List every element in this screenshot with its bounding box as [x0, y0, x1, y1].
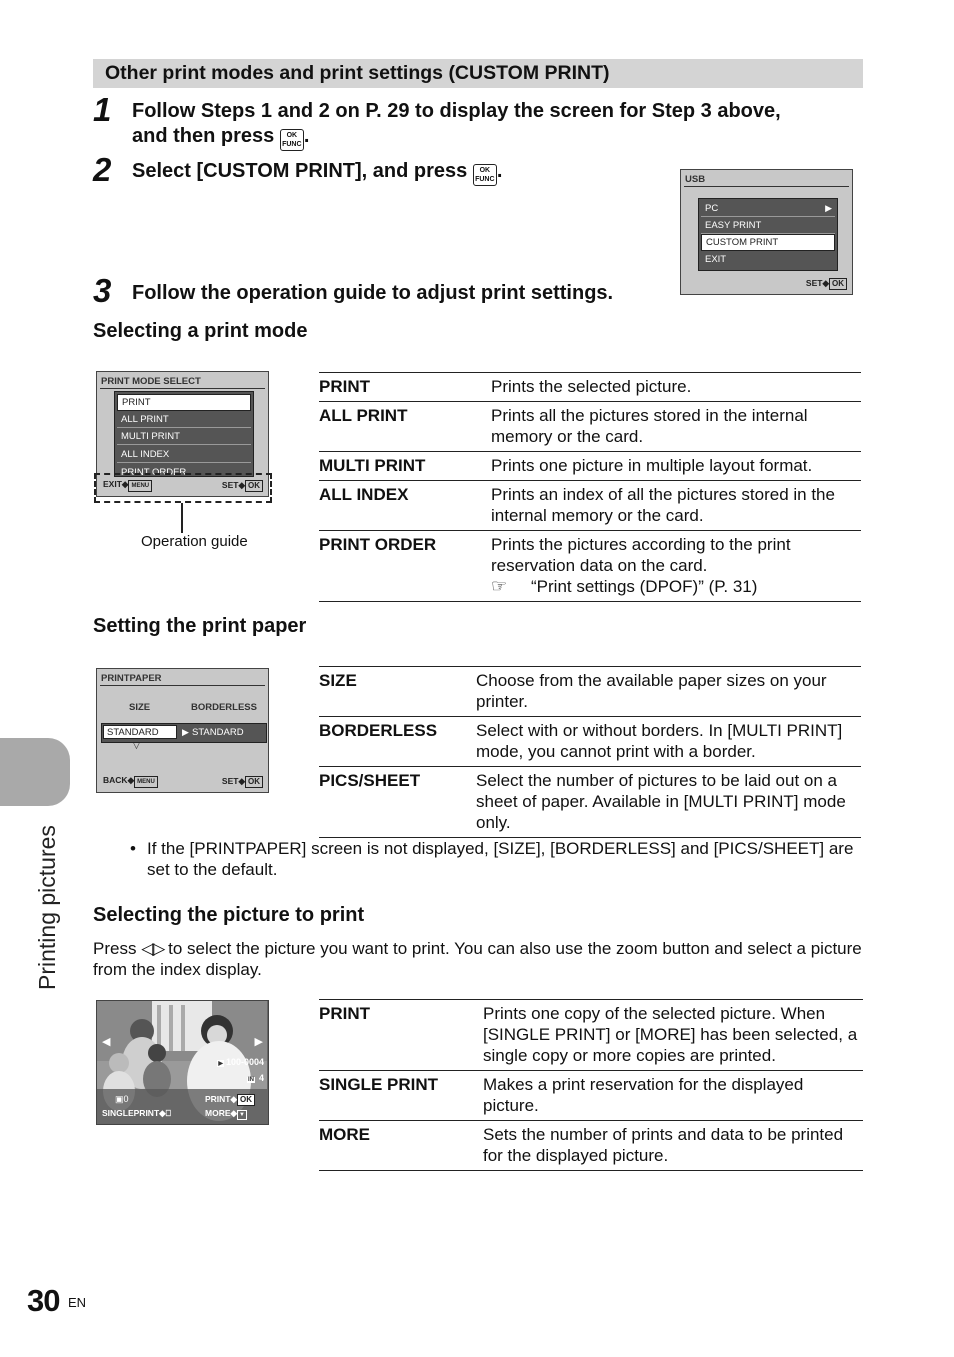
menu-item-label: PC: [705, 203, 719, 214]
section-title: Other print modes and print settings (CUSTOM PRINT): [105, 62, 610, 84]
cross-reference-link[interactable]: “Print settings (DPOF)” (P. 31): [531, 577, 758, 596]
table-row: [319, 1000, 863, 1071]
exit-hint: EXIT◆ MENU: [103, 479, 152, 492]
print-hint: PRINT◆ OK: [205, 1094, 255, 1106]
internal-memory-icon: IN: [247, 1077, 254, 1083]
table-row: [319, 767, 861, 838]
picture-preview-screen: [96, 1000, 269, 1125]
back-label: BACK: [103, 775, 128, 785]
print-mode-table: [319, 372, 861, 602]
print-mode-menu: [114, 391, 254, 477]
row-key: ALL PRINT: [319, 402, 491, 452]
page-number: 30: [27, 1283, 60, 1318]
table-row: [319, 481, 861, 531]
table-row: [319, 717, 861, 767]
cross-reference: [491, 576, 861, 597]
print-paper-screen-title: PRINTPAPER: [101, 673, 162, 684]
row-desc: Select the number of pictures to be laid out on a sheet of paper. Available in [MULTI PRINT] mode only.: [476, 767, 861, 838]
borderless-column-label: BORDERLESS: [191, 702, 257, 713]
step-2-period: .: [496, 160, 503, 182]
menu-item-all-print[interactable]: ALL PRINT: [117, 412, 251, 428]
size-column-label: SIZE: [129, 702, 151, 713]
back-hint: BACK◆ MENU: [103, 775, 158, 788]
divider: [684, 186, 849, 187]
row-desc: Sets the number of prints and data to be printed for the displayed picture.: [483, 1121, 863, 1171]
row-desc: Select with or without borders. In [MULTI PRINT] mode, you cannot print with a border.: [476, 717, 861, 767]
next-picture-icon[interactable]: ▶: [254, 1036, 263, 1048]
select-picture-body: [93, 938, 863, 980]
func-label: FUNC: [282, 141, 302, 148]
menu-key-icon: MENU: [134, 776, 158, 788]
step-2-number: 2: [93, 151, 112, 188]
down-key-icon: ▼: [239, 1112, 245, 1118]
ok-key-icon: OK: [829, 278, 847, 290]
section-header-bar: [93, 59, 863, 88]
set-label: SET: [221, 480, 239, 490]
page-language: EN: [68, 1295, 87, 1310]
table-row: [319, 1121, 863, 1171]
step-1-text: [132, 99, 872, 151]
step-1-line-a: Follow Steps 1 and 2 on P. 29 to display the screen for Step 3 above,: [132, 100, 781, 122]
row-key: PRINT ORDER: [319, 531, 491, 602]
step-1-line-b-text: and then press: [132, 125, 275, 147]
print-paper-screen: [96, 668, 269, 793]
playback-icon: ▶: [218, 1061, 223, 1067]
usb-screen-footer: SET◆ OK: [806, 278, 847, 290]
menu-item-custom-print[interactable]: CUSTOM PRINT: [701, 234, 835, 251]
print-mode-heading: Selecting a print mode: [93, 320, 308, 342]
pointing-hand-icon: ☞: [491, 576, 508, 596]
more-label: MORE: [205, 1108, 231, 1118]
step-3-number: 3: [93, 272, 112, 309]
step-1-line-b: [132, 124, 872, 151]
table-row: [319, 531, 861, 602]
paper-settings-row: [101, 723, 267, 743]
print-paper-table: [319, 666, 861, 838]
left-right-arrows-icon: ◁▷: [141, 939, 164, 958]
row-desc-text: Prints the pictures according to the print reservation data on the card.: [491, 535, 791, 575]
borderless-value[interactable]: STANDARD: [192, 727, 244, 738]
callout-line: [181, 503, 183, 533]
menu-item-multi-print[interactable]: MULTI PRINT: [117, 429, 251, 445]
chapter-label: Printing pictures: [34, 825, 60, 990]
row-key: PRINT: [319, 1000, 483, 1071]
select-picture-heading: Selecting the picture to print: [93, 904, 365, 926]
row-desc: [491, 531, 861, 602]
print-label: PRINT: [205, 1094, 231, 1104]
row-key: ALL INDEX: [319, 481, 491, 531]
picture-count-text: 4: [258, 1073, 264, 1083]
func-label: FUNC: [475, 176, 495, 183]
step-3-text: Follow the operation guide to adjust print settings.: [132, 282, 614, 304]
quantity-icon: ▣0: [115, 1094, 129, 1104]
ok-label: OK: [286, 132, 298, 139]
ok-key-icon: OK: [245, 776, 263, 788]
exit-label: EXIT: [103, 479, 122, 489]
usb-menu: [698, 198, 838, 271]
operation-guide-label: Operation guide: [141, 533, 248, 550]
ok-func-button-icon: [280, 129, 304, 151]
row-key: PICS/SHEET: [319, 767, 476, 838]
set-label: SET: [221, 776, 239, 786]
menu-item-all-index[interactable]: ALL INDEX: [117, 447, 251, 463]
row-key: MULTI PRINT: [319, 452, 491, 481]
ok-func-button-icon: [473, 164, 497, 186]
operation-guide-highlight: [94, 473, 272, 503]
print-mode-screen-title: PRINT MODE SELECT: [101, 376, 201, 387]
down-arrow-icon: ▽: [133, 740, 140, 750]
menu-item-pc[interactable]: [701, 201, 835, 217]
table-row: [319, 667, 861, 717]
step-2-line: Select [CUSTOM PRINT], and press: [132, 160, 468, 182]
row-key: SIZE: [319, 667, 476, 717]
step-2-text: [132, 159, 502, 186]
bullet-icon: •: [130, 839, 136, 858]
ok-key-icon: OK: [245, 480, 263, 492]
row-key: PRINT: [319, 373, 491, 402]
row-desc: Prints one copy of the selected picture. When [SINGLE PRINT] or [MORE] has been selected, a single copy or more copies are printed.: [483, 1000, 863, 1071]
row-desc: Prints an index of all the pictures stored in the internal memory or the card.: [491, 481, 861, 531]
row-desc: Choose from the available paper sizes on your printer.: [476, 667, 861, 717]
set-hint: SET◆ OK: [222, 480, 263, 492]
menu-item-print-order[interactable]: PRINT ORDER: [121, 467, 187, 477]
picture-count: [247, 1073, 264, 1083]
menu-key-icon: MENU: [128, 480, 152, 492]
single-print-label: SINGLEPRINT: [102, 1108, 160, 1118]
single-print-icon: ⎕: [165, 1108, 171, 1118]
arrow-right-icon: ▶: [825, 203, 832, 213]
set-label: SET: [805, 278, 823, 288]
row-key: SINGLE PRINT: [319, 1071, 483, 1121]
select-picture-body-b: to select the picture you want to print. You can also use the zoom button and select a picture from the index display.: [93, 939, 862, 979]
single-print-hint: SINGLEPRINT◆⎕: [102, 1108, 171, 1118]
row-key: BORDERLESS: [319, 717, 476, 767]
menu-item-easy-print[interactable]: EASY PRINT: [701, 218, 835, 234]
usb-screen: [680, 169, 853, 295]
row-desc: Prints all the pictures stored in the internal memory or the card.: [491, 402, 861, 452]
table-row: [319, 373, 861, 402]
ok-key-icon: OK: [237, 1094, 255, 1106]
file-number: [217, 1057, 264, 1067]
table-row: [319, 452, 861, 481]
previous-picture-icon[interactable]: ◀: [102, 1036, 111, 1048]
print-paper-heading: Setting the print paper: [93, 615, 307, 637]
menu-item-print[interactable]: PRINT: [117, 394, 251, 411]
usb-screen-title: USB: [685, 174, 706, 185]
row-desc: Prints one picture in multiple layout format.: [491, 452, 861, 481]
arrow-right-icon: ▶: [182, 727, 189, 737]
print-paper-note: If the [PRINTPAPER] screen is not displayed, [SIZE], [BORDERLESS] and [PICS/SHEET] are set to the default.: [147, 839, 854, 879]
row-desc: Prints the selected picture.: [491, 373, 861, 402]
divider: [100, 685, 265, 686]
row-key: MORE: [319, 1121, 483, 1171]
step-1-period: .: [303, 125, 310, 147]
more-hint: MORE◆ ▼: [205, 1108, 245, 1118]
chapter-tab: [0, 738, 70, 806]
table-row: [319, 402, 861, 452]
file-number-text: 100-0004: [225, 1057, 264, 1067]
select-picture-table: [319, 999, 863, 1171]
ok-label: OK: [479, 167, 491, 174]
row-desc: Makes a print reservation for the displayed picture.: [483, 1071, 863, 1121]
divider: [100, 388, 265, 389]
size-value[interactable]: STANDARD: [103, 725, 177, 739]
table-row: [319, 1071, 863, 1121]
set-hint: SET◆ OK: [222, 776, 263, 788]
select-picture-body-a: Press: [93, 939, 137, 958]
menu-item-exit[interactable]: EXIT: [705, 254, 727, 265]
step-1-number: 1: [93, 91, 112, 128]
